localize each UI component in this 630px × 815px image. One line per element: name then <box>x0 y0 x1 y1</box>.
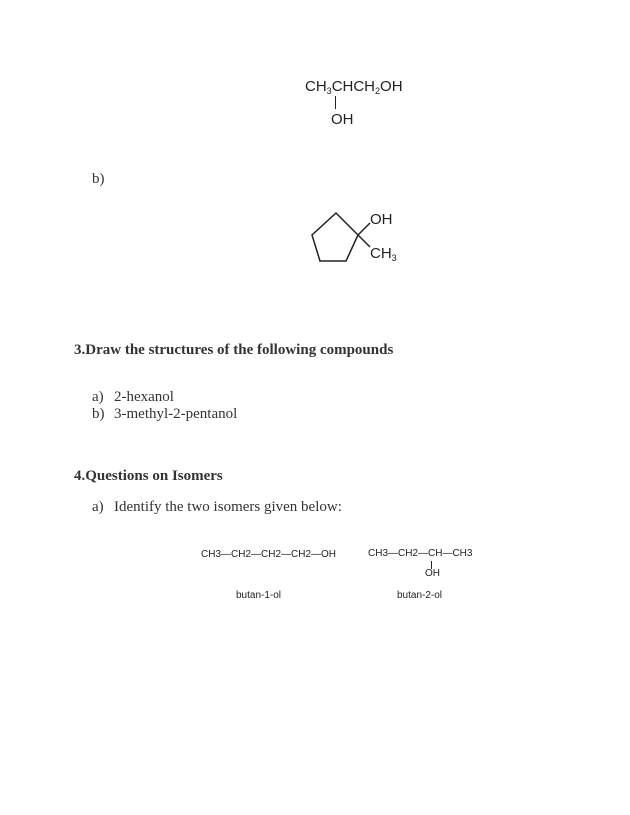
structure-a-formula: $CH_3CHCH_2OH$ <box>305 78 403 96</box>
list-text: Identify the two isomers given below: <box>114 499 342 515</box>
section-3-heading: 3.Draw the structures of the following compounds <box>74 342 394 358</box>
list-text: 2-hexanol <box>114 389 174 405</box>
list-letter: a) <box>92 389 104 405</box>
section-3-item-b <box>92 406 237 423</box>
cyclopentane-ring <box>312 213 358 261</box>
list-letter: a) <box>92 499 104 515</box>
section-3-item-a <box>92 389 174 406</box>
bond-oh <box>358 223 370 235</box>
structure-a-bond <box>335 96 336 109</box>
isomer-2-name: butan-2-ol <box>397 590 443 601</box>
isomer-1-formula: CH3—CH2—CH2—CH2—OH <box>201 549 337 560</box>
section-4-heading: 4.Questions on Isomers <box>74 468 223 484</box>
list-text: 3-methyl-2-pentanol <box>114 406 238 422</box>
part-b-label: b) <box>92 171 105 187</box>
list-letter: b) <box>92 406 105 422</box>
isomer-2-oh: OH <box>425 568 440 579</box>
structure-a-oh: OH <box>331 111 354 128</box>
section-4-item-a <box>92 499 342 516</box>
isomer-1-name: butan-1-ol <box>236 590 282 601</box>
cyclopentanol-ch3: $CH_3$ <box>370 245 397 263</box>
isomer-2-formula: CH3—CH2—CH—CH3 <box>368 548 473 559</box>
cyclopentanol-oh: OH <box>370 211 393 228</box>
bond-ch3 <box>358 235 370 247</box>
